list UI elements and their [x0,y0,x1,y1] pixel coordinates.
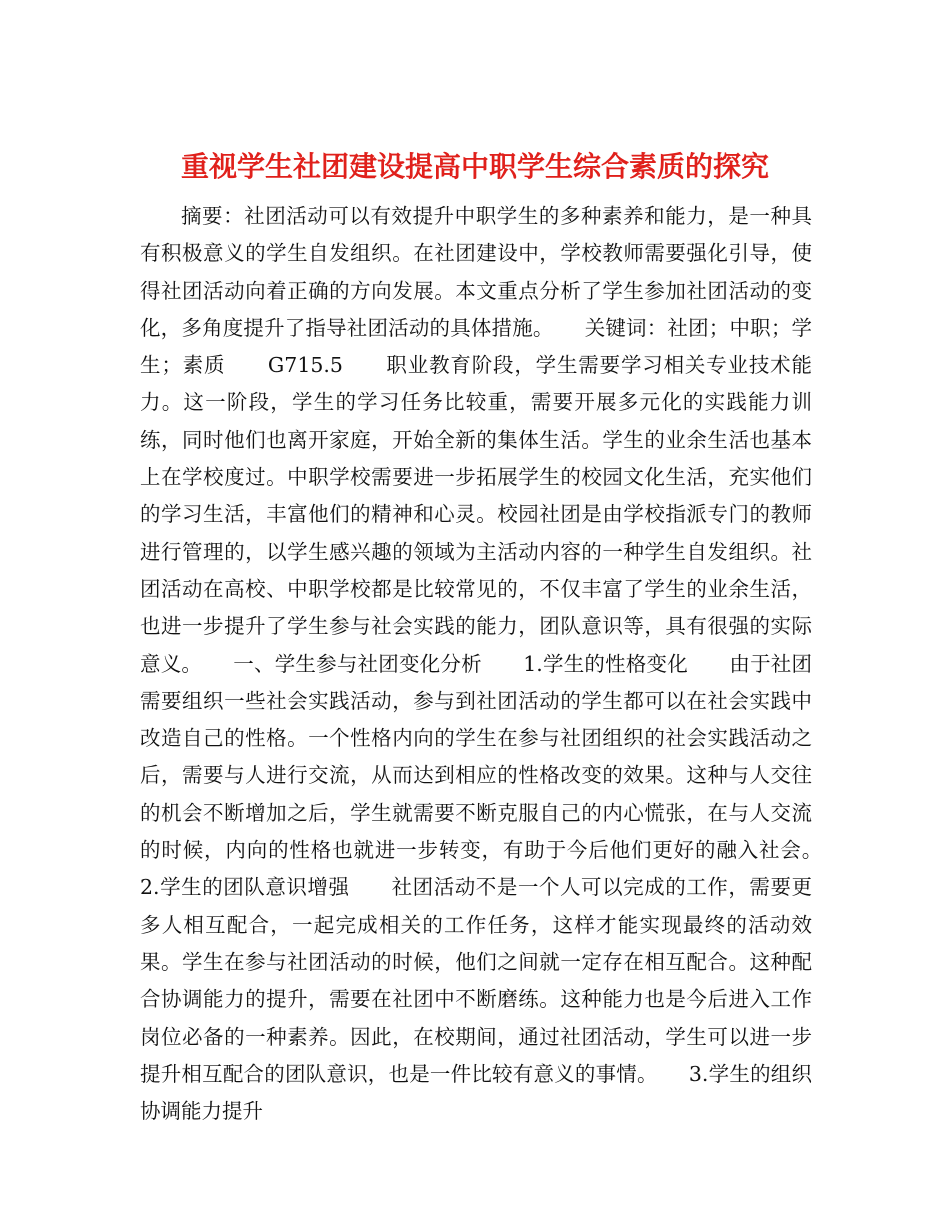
document-title: 重视学生社团建设提高中职学生综合素质的探究 [180,149,769,183]
document-body: 摘要：社团活动可以有效提升中职学生的多种素养和能力，是一种具有积极意义的学生自发组织。在社团建设中，学校教师需要强化引导，使得社团活动向着正确的方向发展。本文重点分析了学生参加社团活动的变化，多角度提升了指导社团活动的具体措施。 关键词：社团；中职；学生；素质 G715.5 职业教育阶段，学生需要学习相关专业技术能力。这一阶段，学生的学习任务比较重，需要开展多元化的实践能力训练，同时他们也离开家庭，开始全新的集体生活。学生的业余生活也基本上在学校度过。中职学校需要进一步拓展学生的校园文化生活，充实他们的学习生活，丰富他们的精神和心灵。校园社团是由学校指派专门的教师进行管理的，以学生感兴趣的领域为主活动内容的一种学生自发组织。社团活动在高校、中职学校都是比较常见的，不仅丰富了学生的业余生活，也进一步提升了学生参与社会实践的能力，团队意识等，具有很强的实际意义。 一、学生参与社团变化分析 1.学生的性格变化 由于社团需要组织一些社会实践活动，参与到社团活动的学生都可以在社会实践中改造自己的性格。一个性格内向的学生在参与社团组织的社会实践活动之后，需要与人进行交流，从而达到相应的性格改变的效果。这种与人交往的机会不断增加之后，学生就需要不断克服自己的内心慌张，在与人交流的时候，内向的性格也就进一步转变，有助于今后他们更好的融入社会。 2.学生的团队意识增强 社团活动不是一个人可以完成的工作，需要更多人相互配合，一起完成相关的工作任务，这样才能实现最终的活动效果。学生在参与社团活动的时候，他们之间就一定存在相互配合。这种配合协调能力的提升，需要在社团中不断磨练。这种能力也是今后进入工作岗位必备的一种素养。因此，在校期间，通过社团活动，学生可以进一步提升相互配合的团队意识，也是一件比较有意义的事情。 3.学生的组织协调能力提升 [140,204,853,1124]
